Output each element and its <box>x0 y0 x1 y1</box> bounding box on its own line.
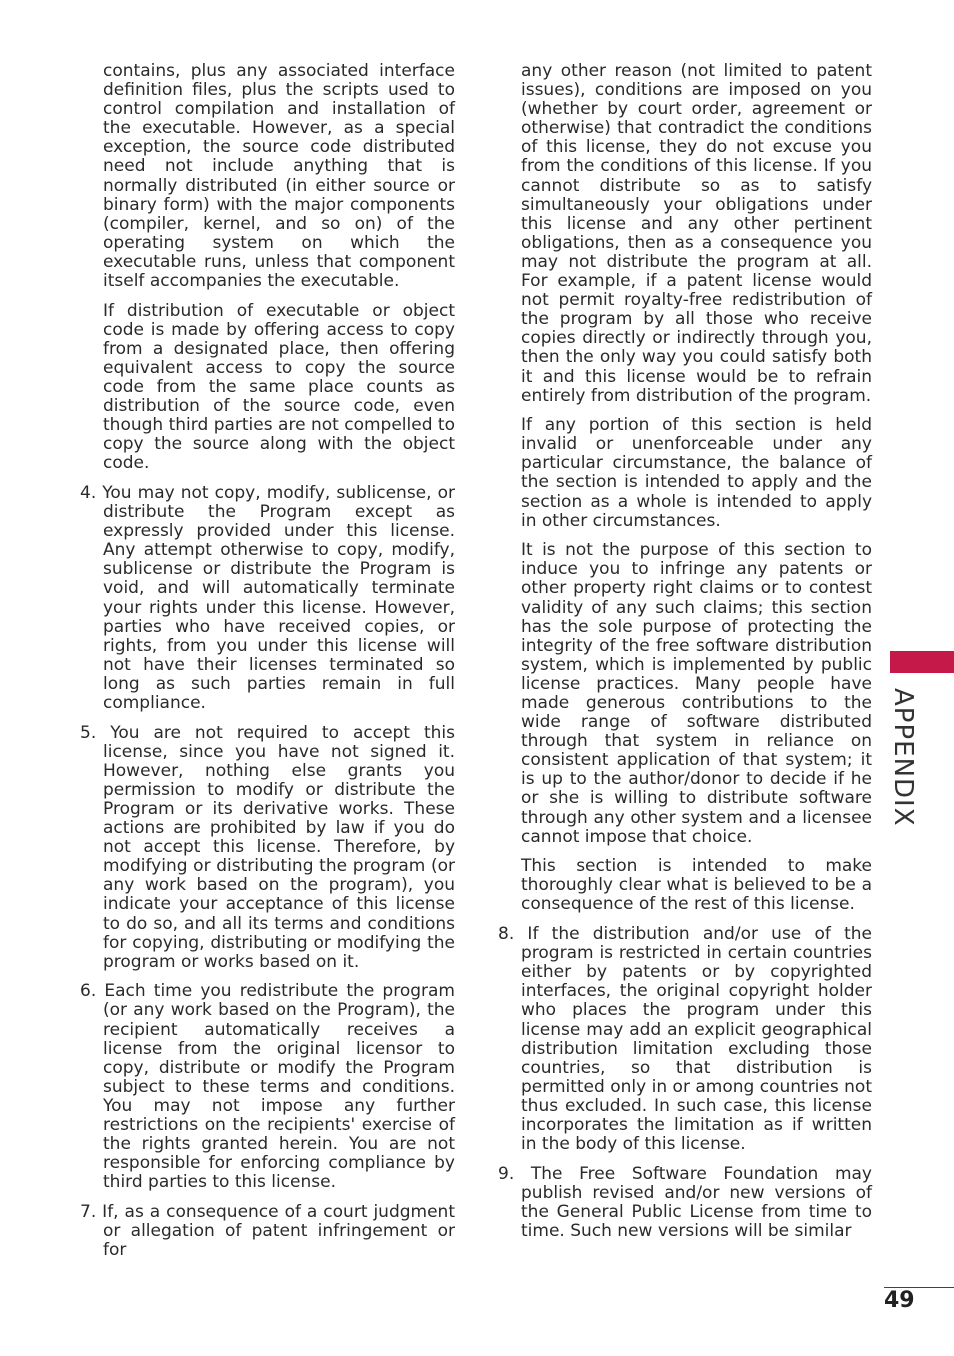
paragraph: any other reason (not limited to patent issues), conditions are imposed on you (whether by court order, agreement or otherwise) that contradict the conditions of this license, they do not excuse you from the conditions of this license. If you cannot distribute so as to satisfy simultaneously your obligations under this license and any other pertinent obligations, then as a consequence you may not distribute the program at all. For example, if a patent license would not permit royalty-free redistribution of the program by all those who receive copies directly or indirectly through you, then the only way you could satisfy both it and this license would be to refrain entirely from distribution of the program. <box>521 61 872 406</box>
list-item: 6. Each time you redistribute the program (or any work based on the Program), the recipient automatically receives a license from the original licensor to copy, distribute or modify the Program subject to these terms and conditions. You may not impose any further restrictions on the recipients' exercise of the rights granted herein. You are not responsible for enforcing compliance by third parties to this license. <box>80 981 455 1193</box>
list-item: 9. The Free Software Foundation may publish revised and/or new versions of the General Public License from time to time. Such new versions will be similar <box>498 1163 872 1241</box>
paragraph: contains, plus any associated interface definition files, plus the scripts used to control compilation and installation of the executable. However, as a special exception, the source code distributed need not include anything that is normally distributed (in either source or binary form) with the major components (compiler, kernel, and so on) of the operating system on which the executable runs, unless that component itself accompanies the executable. <box>103 61 455 292</box>
right-column <box>498 62 872 1252</box>
section-tab-label: APPENDIX <box>888 688 918 827</box>
section-tab-marker <box>890 651 954 673</box>
list-item: 7. If, as a consequence of a court judgment or allegation of patent infringement or for <box>80 1201 455 1261</box>
list-item: 4. You may not copy, modify, sublicense, or distribute the Program except as expressly provided under this license. Any attempt otherwise to copy, modify, sublicense or distribute the Program is void, and will automatically terminate your rights under this license. However, parties who have received copies, or rights, from you under this license will not have their licenses terminated so long as such parties remain in full compliance. <box>80 482 455 713</box>
list-item: 5. You are not required to accept this license, since you have not signed it. However, nothing else grants you permission to modify or distribute the Program or its derivative works. These actions are prohibited by law if you do not accept this license. Therefore, by modifying or distributing the program (or any work based on the program), you indicate your acceptance of this license to do so, and all its terms and conditions for copying, distributing or modifying the program or works based on it. <box>80 722 455 972</box>
paragraph: It is not the purpose of this section to induce you to infringe any patents or other property right claims or to contest validity of any such claims; this section has the sole purpose of protecting the integrity of the free software distribution system, which is implemented by public license practices. Many people have made generous contributions to the wide range of software distributed through that system in reliance on consistent application of that system; it is up to the author/donor to decide if he or she is willing to distribute software through any other system and a licensee cannot impose that choice. <box>521 540 872 847</box>
paragraph: This section is intended to make thoroughly clear what is believed to be a consequence of the rest of this license. <box>521 856 872 915</box>
left-column <box>80 62 455 1271</box>
page-number: 49 <box>884 1288 915 1313</box>
list-item: 8. If the distribution and/or use of the program is restricted in certain countries either by patents or by copyrighted interfaces, the original copyright holder who places the program under this license may add an explicit geographical distribution limitation excluding those countries, so that distribution is permitted only in or among countries not thus excluded. In such case, this license incorporates the limitation as if written in the body of this license. <box>498 924 872 1155</box>
paragraph: If any portion of this section is held invalid or unenforceable under any particular circumstance, the balance of the section is intended to apply and the section as a whole is intended to apply in other circumstances. <box>521 415 872 531</box>
paragraph: If distribution of executable or object code is made by offering access to copy from a designated place, then offering equivalent access to copy the source code from the same place counts as distribution of the source code, even though third parties are not compelled to copy the source along with the object code. <box>103 300 455 474</box>
